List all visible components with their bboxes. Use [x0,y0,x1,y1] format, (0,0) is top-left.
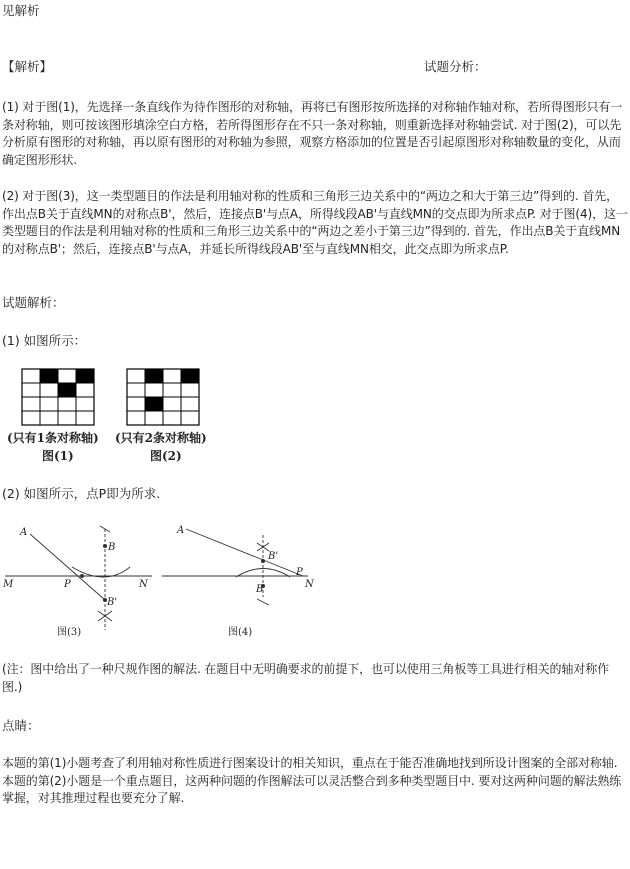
fig3-label: 图(3) [57,627,82,638]
grid-2 [127,369,199,425]
grid-1 [22,369,94,425]
grid-2-label: 图(2) [150,449,182,463]
solution-label: 试题解析： [2,295,65,310]
answer-title: 见解析 [2,3,40,18]
fig3-point-M: M [3,579,14,590]
figure-4 [162,529,308,605]
analysis-paragraph-1: (1) 对于图(1)，先选择一条直线作为待作图形的对称轴，再将已有图形按所选择的对称轴作轴对称，若所得图形只有一条对称轴，则可按该图形填涂空白方格，若所得图形存在不只一条对称轴，则重新选择对称轴尝试. 对于图(2)，可以先分析原有图形的对称轴，再以原有图形的对称轴为参照，观察方格添加的位置是否引起原图形对称轴数量的变化，从而确定图形形状. [2,100,623,167]
solution-part1: (1) 如图所示： [2,333,87,348]
fig3-point-N: N [139,579,148,590]
grid-1-label: 图(1) [42,449,74,463]
comment-label: 点睛： [2,718,40,733]
analysis-paragraph-2: (2) 对于图(3)，这一类型题目的作法是利用轴对称的性质和三角形三边关系中的“两边之和大于第三边”得到的. 首先，作出点B关于直线MN的对称点B'，然后，连接点B'与点A，所得线段AB'与直线MN的交点即为所求点P. 对于图(4)，这一类型题目的作法是利用轴对称的性质和三角形三边关系中的“两边之差小于第三边”得到的. 首先，作出点B关于直线MN的对称点B'；然后，连接点B'与点A，并延长所得线段AB'至与直线MN相交，此交点即为所求点P. [2,189,628,256]
test-analysis-label: 试题分析： [424,59,487,74]
grid-1-caption: (只有1条对称轴) [7,431,99,445]
fig3-point-B: B [108,542,116,553]
fig4-point-A: A [177,525,185,536]
solution-note: (注：图中给出了一种尺规作图的解法. 在题目中无明确要求的前提下，也可以使用三角板等工具进行相关的轴对称作图.) [2,662,610,694]
fig4-point-P: P [296,567,303,578]
fig3-point-P: P [64,579,71,590]
fig3-point-Bp: B' [107,597,118,608]
fig4-point-N: N [305,579,314,590]
analysis-label: 【解析】 [2,59,53,74]
comment-paragraph: 本题的第(1)小题考查了利用轴对称性质进行图案设计的相关知识，重点在于能否准确地找到所设计图案的全部对称轴. 本题的第(2)小题是一个重点题目，这两种问题的作图解法可以灵活整合到多种类型题目中. 要对这两种问题的解法熟练掌握，对其推理过程也要充分了解. [2,756,622,805]
fig4-point-Bp: B' [268,551,279,562]
grid-2-caption: (只有2条对称轴) [115,431,207,445]
figure-3 [5,526,152,630]
fig4-point-B: B [256,584,264,595]
solution-part2: (2) 如图所示，点P即为所求. [2,486,161,501]
fig4-label: 图(4) [228,627,253,638]
geometry-figures [0,515,330,654]
fig3-point-A: A [20,527,28,538]
grid-figures [0,365,230,469]
